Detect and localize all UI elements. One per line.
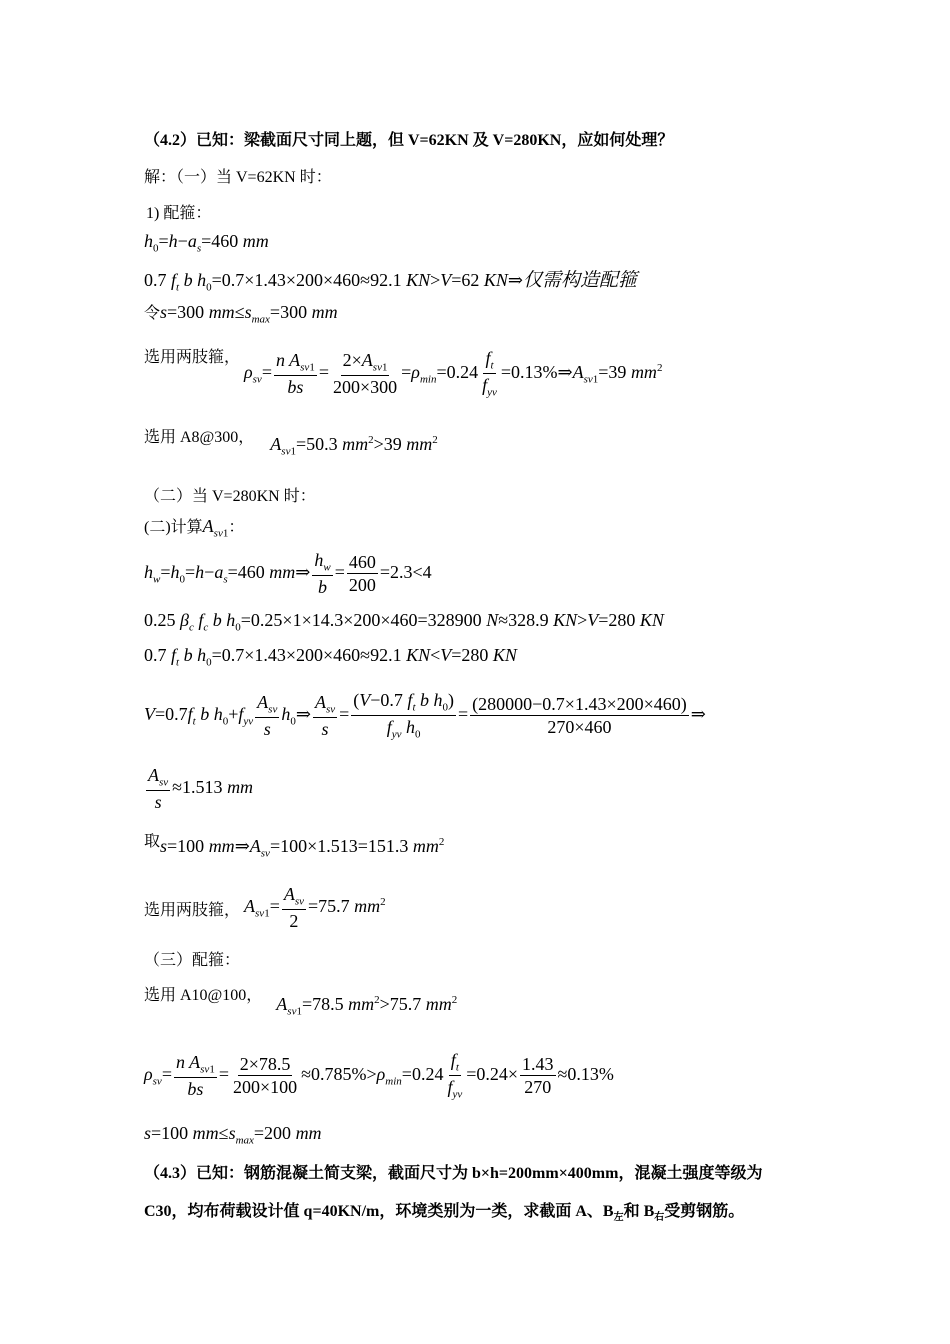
problem-4-2-header: （4.2）已知：梁截面尺寸同上题，但 V=62KN 及 V=280KN，应如何处理？ [144,132,674,149]
equation-asv1-half: 选用两肢箍， $A_{sv1}=$ $\frac{A_{sv}}{2}$ =75.7 $mm^2$ [144,884,386,932]
part-2-calc-label: (二)计算$A_{sv1}$： [144,516,245,540]
solution-intro: 解：（一）当 V=62KN 时： [144,169,332,186]
equation-check-ft: 0.7 $f_t$ b $h_0=0.7\times 1.43\times 200\times 460\approx 92.1$ KN>V=62 KN⇒仅需构造配箍 [144,270,638,294]
problem-4-3-line-1: （4.3）已知：钢筋混凝土简支梁，截面尺寸为 b×h=200mm×400mm，混凝土强度等级为 [144,1165,763,1182]
choose-a8-label: 选用 A8@300， [144,429,255,446]
part-2-label: （二）当 V=280KN 时： [144,488,316,505]
choose-two-leg-label: 选用两肢箍， [144,349,241,366]
equation-h0: $h_0=h-a_s=460$ mm [144,231,269,255]
equation-final-s: s=100 $mm\le s_{max}=200$ mm [144,1123,322,1147]
equation-take-s: 取s=100 $mm\Rightarrow A_{sv}=100\times 1.513=151.3$ $mm^2$ [144,833,445,860]
part-3-label: （三）配箍： [144,952,241,969]
equation-rho-sv-min: 选用两肢箍， $\rho_{sv}=$ $\frac{n A_{sv1}}{bs}$ = $\frac{2\times A_{sv1}}{200\times 300}$ $=\rho_{min}=0.24$ $\frac{f_t}{f_{yv}}$ $=0.13\%\Rightarrow A_{sv1}=39$ $mm^2$ [144,348,663,399]
equation-rho-sv-check: $\rho_{sv}=$ $\frac{n A_{sv1}}{bs}$ = $\frac{2\times 78.5}{200\times 100}$ $\approx 0.785\%>\rho_{min}=0.24$ $\frac{f_t}{f_{yv}}$ =0.24× $\frac{1.43}{270}$ ≈0.13% [144,1050,614,1101]
equation-hw: $h_w=h_0=h-a_s=460$ mm⇒ $\frac{h_w}{b}$ = $\frac{460}{200}$ =2.3<4 [144,550,432,598]
choose-a8-line: 选用 A8@300， $A_{sv1}=50.3$ $mm^2>39$ $mm^2$ [144,429,438,458]
problem-4-3-line-2: C30，均布荷载设计值 q=40KN/m，环境类别为一类，求截面 A、$B_左$和 $B_右$受剪钢筋。 [144,1203,745,1224]
equation-v-formula: $V=0.7f_t$ b $h_0+f_{yv}$ $\frac{A_{sv}}{s}$ $h_0\Rightarrow$ $\frac{A_{sv}}{s}$ = $\frac{(V-0.7 f_t b h_0)}{f_{yv} h_0}$ = $\frac{(280000-0.7\times 1.43\times 200\times 460)}{270\times 460}$ ⇒ [144,690,706,741]
choose-a10-line: 选用 A10@100， $A_{sv1}=78.5$ $mm^2>75.7$ $mm^2$ [144,987,458,1018]
construct-note: 仅需构造配箍 [523,270,638,291]
equation-asv-s-result: $\frac{A_{sv}}{s}$ ≈1.513 mm [148,765,254,813]
take-label: 取 [144,833,161,850]
choose-a10-label: 选用 A10@100， [144,987,263,1004]
equation-s-max: 令s=300 $mm\le s_{max}=300$ mm [144,302,338,326]
choose-two-leg-label-2: 选用两肢箍， [144,901,241,919]
equation-ft-280: 0.7 $f_t$ b $h_0=0.7\times 1.43\times 200\times 460\approx 92.1$ KN<V=280 KN [144,645,517,669]
step-1-label: 1) 配箍： [146,205,212,222]
equation-beta-c: 0.25 $\beta_c$ $f_c$ b $h_0=0.25\times 1\times 14.3\times 200\times 460=328900$ N≈328.9 KN>V=280 KN [144,610,664,634]
